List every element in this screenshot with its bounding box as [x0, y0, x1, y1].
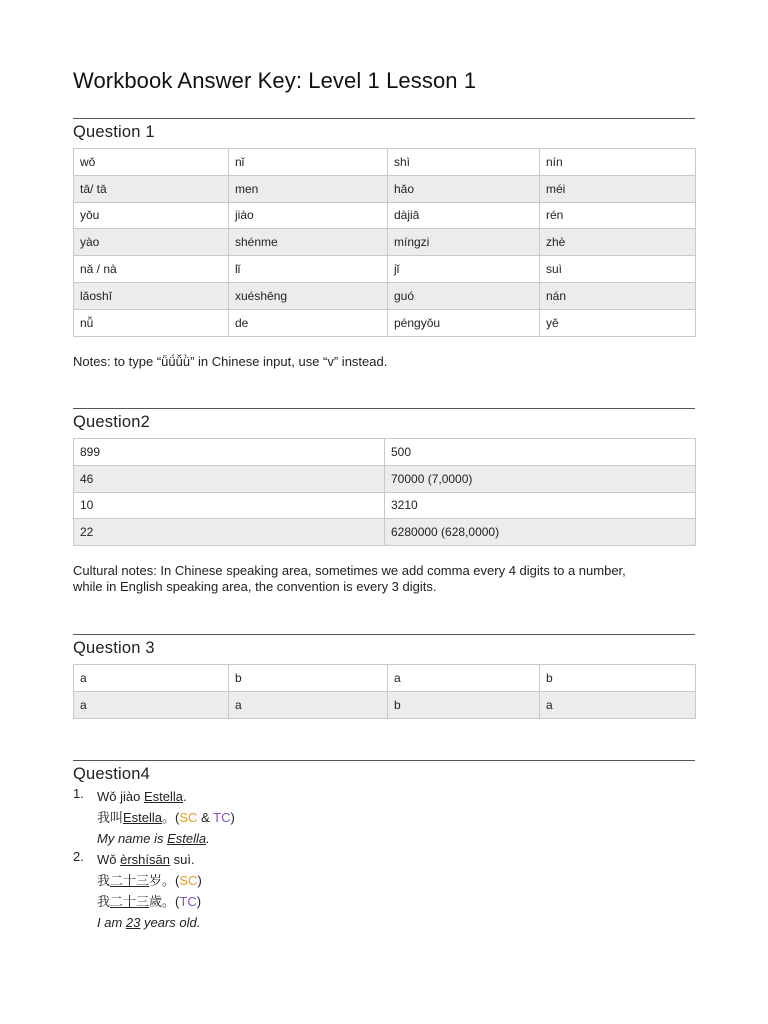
table-cell: jiào	[229, 202, 388, 229]
question-1-note: Notes: to type “ǖǘǚǜ” in Chinese input, use “v” instead.	[73, 353, 388, 369]
table-cell: wǒ	[74, 149, 229, 176]
table-cell: b	[388, 691, 540, 718]
answer-pinyin: Wǒ jiào Estella.	[97, 789, 187, 804]
table-cell: 6280000 (628,0000)	[385, 519, 696, 546]
answer-item-2	[73, 849, 695, 933]
table-cell: 70000 (7,0000)	[385, 465, 696, 492]
traditional-chinese-tag: TC	[179, 894, 197, 909]
table-cell: a	[74, 665, 229, 692]
table-cell: 899	[74, 439, 385, 466]
table-cell: nǎ / nà	[74, 256, 229, 283]
section-divider	[73, 760, 695, 761]
table-row	[74, 309, 696, 336]
table-cell: lǐ	[229, 256, 388, 283]
table-row	[74, 439, 696, 466]
table-cell: a	[229, 691, 388, 718]
answer-english: I am 23 years old.	[97, 915, 201, 930]
question-2-heading: Question2	[73, 413, 151, 431]
question-1-section	[73, 118, 695, 370]
table-cell: míngzi	[388, 229, 540, 256]
question-2-table	[73, 438, 696, 546]
answer-number: 2.	[73, 849, 84, 864]
table-cell: b	[229, 665, 388, 692]
table-cell: suì	[540, 256, 696, 283]
table-cell: 22	[74, 519, 385, 546]
table-cell: men	[229, 175, 388, 202]
question-1-heading: Question 1	[73, 123, 155, 141]
table-cell: nǐ	[229, 149, 388, 176]
section-divider	[73, 634, 695, 635]
table-row	[74, 229, 696, 256]
table-cell: a	[74, 691, 229, 718]
section-divider	[73, 408, 695, 409]
table-cell: tā/ tā	[74, 175, 229, 202]
answer-item-1	[73, 786, 695, 849]
table-row	[74, 465, 696, 492]
answer-number: 1.	[73, 786, 84, 801]
question-2-note	[73, 563, 695, 595]
table-cell: xuéshēng	[229, 282, 388, 309]
table-row	[74, 149, 696, 176]
answer-hanzi-traditional: 我二十三歲。(TC)	[97, 894, 202, 909]
table-cell: b	[540, 665, 696, 692]
answer-english: My name is Estella.	[97, 831, 210, 846]
table-row	[74, 492, 696, 519]
document-title: Workbook Answer Key: Level 1 Lesson 1	[73, 68, 477, 93]
question-4-heading: Question4	[73, 765, 151, 783]
table-cell: shénme	[229, 229, 388, 256]
table-cell: nán	[540, 282, 696, 309]
table-row	[74, 691, 696, 718]
table-cell: lǎoshī	[74, 282, 229, 309]
table-cell: shì	[388, 149, 540, 176]
table-cell: méi	[540, 175, 696, 202]
table-cell: 46	[74, 465, 385, 492]
question-4-section	[73, 760, 695, 933]
table-cell: de	[229, 309, 388, 336]
table-row	[74, 519, 696, 546]
table-cell: rén	[540, 202, 696, 229]
question-3-section	[73, 634, 695, 719]
table-row	[74, 256, 696, 283]
table-cell: dàjiā	[388, 202, 540, 229]
table-cell: guó	[388, 282, 540, 309]
table-cell: péngyǒu	[388, 309, 540, 336]
answer-hanzi-simplified: 我二十三岁。(SC)	[97, 873, 202, 888]
table-cell: a	[540, 691, 696, 718]
table-row	[74, 175, 696, 202]
table-row	[74, 665, 696, 692]
question-4-answers	[73, 786, 695, 933]
table-cell: nǚ	[74, 309, 229, 336]
table-cell: 3210	[385, 492, 696, 519]
traditional-chinese-tag: TC	[213, 810, 231, 825]
section-divider	[73, 118, 695, 119]
question-2-section	[73, 408, 695, 595]
table-cell: nín	[540, 149, 696, 176]
table-cell: jǐ	[388, 256, 540, 283]
question-2-note-line-1: Cultural notes: In Chinese speaking area, sometimes we add comma every 4 digits to a number,	[73, 563, 626, 579]
table-row	[74, 202, 696, 229]
question-1-table	[73, 148, 696, 337]
table-cell: zhè	[540, 229, 696, 256]
table-cell: yǒu	[74, 202, 229, 229]
question-3-table	[73, 664, 696, 719]
table-cell: hǎo	[388, 175, 540, 202]
simplified-chinese-tag: SC	[179, 810, 198, 825]
table-cell: 10	[74, 492, 385, 519]
table-cell: 500	[385, 439, 696, 466]
question-2-note-line-2: while in English speaking area, the convention is every 3 digits.	[73, 579, 437, 595]
answer-hanzi: 我叫Estella。(SC & TC)	[97, 810, 235, 825]
table-cell: yào	[74, 229, 229, 256]
table-cell: yě	[540, 309, 696, 336]
question-3-heading: Question 3	[73, 639, 155, 657]
simplified-chinese-tag: SC	[179, 873, 198, 888]
table-row	[74, 282, 696, 309]
answer-pinyin: Wǒ èrshísān suì.	[97, 852, 195, 867]
table-cell: a	[388, 665, 540, 692]
